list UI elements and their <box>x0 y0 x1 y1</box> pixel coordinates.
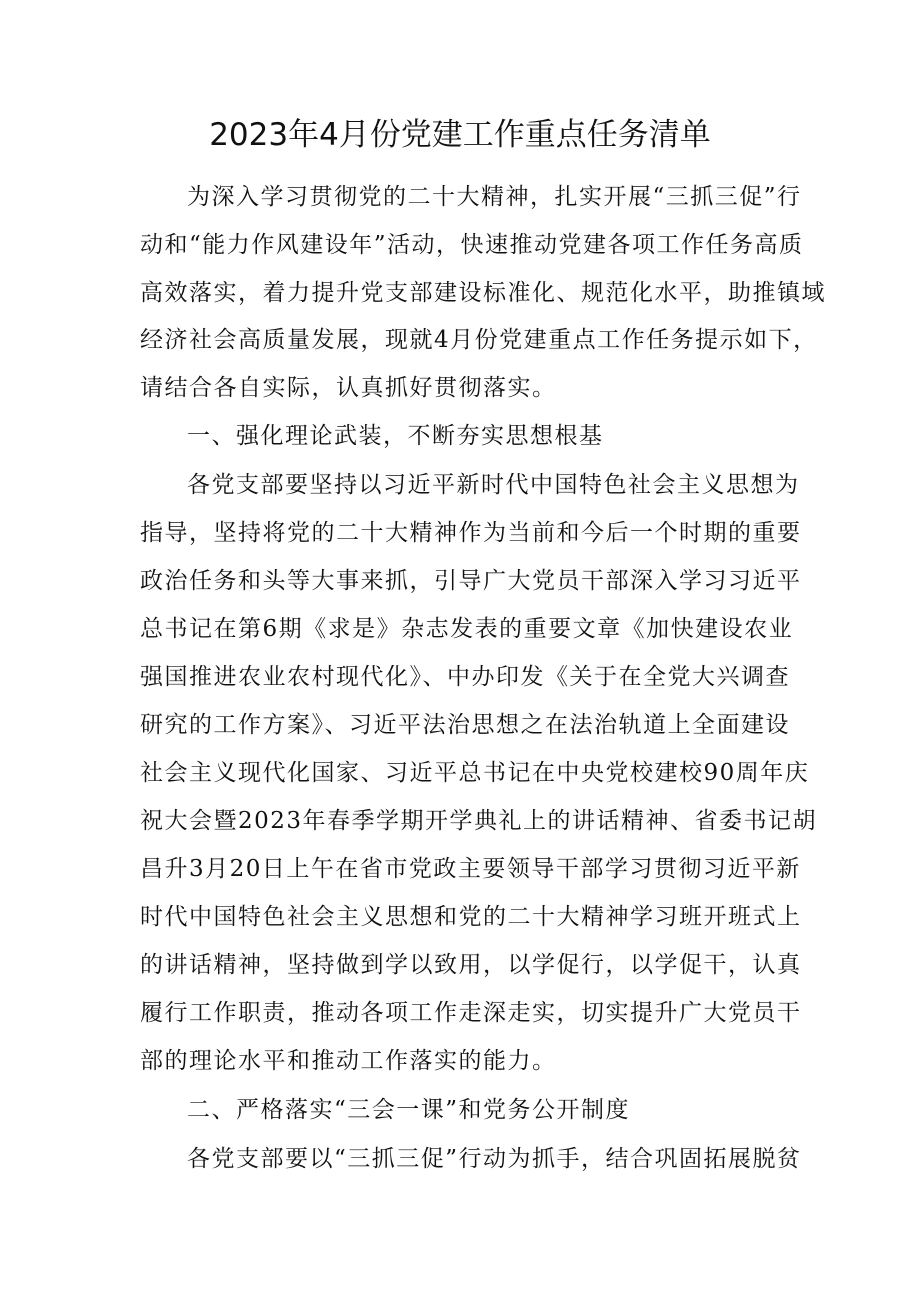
section-1-line-12: 履行工作职责，推动各项工作走深走实，切实提升广大党员干 <box>140 1000 802 1026</box>
section-1-line-11: 的讲话精神，坚持做到学以致用，以学促行，以学促干，认真 <box>140 952 802 978</box>
section-1-line-1: 各党支部要坚持以习近平新时代中国特色社会主义思想为 <box>187 472 800 498</box>
section-2-line-1: 各党支部要以“三抓三促”行动为抓手，结合巩固拓展脱贫 <box>187 1146 802 1172</box>
section-1-line-8: 祝大会暨2023年春季学期开学典礼上的讲话精神、省委书记胡 <box>140 808 818 834</box>
section-1-line-3: 政治任务和头等大事来抓，引导广大党员干部深入学习习近平 <box>140 568 802 594</box>
intro-line-4: 经济社会高质量发展，现就4月份党建重点工作任务提示如下， <box>140 327 818 353</box>
intro-line-2: 动和“能力作风建设年”活动，快速推动党建各项工作任务高质 <box>140 232 804 258</box>
section-1-line-9: 昌升3月20日上午在省市党政主要领导干部学习贯彻习近平新 <box>140 856 801 882</box>
section-1-line-5: 强国推进农业农村现代化》、中办印发《关于在全党大兴调查 <box>140 664 790 690</box>
section-1-line-6: 研究的工作方案》、习近平法治思想之在法治轨道上全面建设 <box>140 712 790 738</box>
intro-line-1: 为深入学习贯彻党的二十大精神，扎实开展“三抓三促”行 <box>187 184 802 210</box>
section-1-line-13: 部的理论水平和推动工作落实的能力。 <box>140 1048 557 1074</box>
section-1-line-7: 社会主义现代化国家、习近平总书记在中央党校建校90周年庆 <box>140 760 810 786</box>
section-1-line-2: 指导，坚持将党的二十大精神作为当前和今后一个时期的重要 <box>140 520 802 546</box>
section-2-heading: 二、严格落实“三会一课”和党务公开制度 <box>187 1097 631 1123</box>
intro-line-5: 请结合各自实际，认真抓好贯彻落实。 <box>140 375 557 401</box>
section-1-line-10: 时代中国特色社会主义思想和党的二十大精神学习班开班式上 <box>140 904 802 930</box>
section-1-heading: 一、强化理论武装，不断夯实思想根基 <box>187 423 604 449</box>
intro-line-3: 高效落实，着力提升党支部建设标准化、规范化水平，助推镇域 <box>140 280 826 306</box>
section-1-line-4: 总书记在第6期《求是》杂志发表的重要文章《加快建设农业 <box>140 616 794 642</box>
document-title: 2023年4月份党建工作重点任务清单 <box>209 117 711 153</box>
